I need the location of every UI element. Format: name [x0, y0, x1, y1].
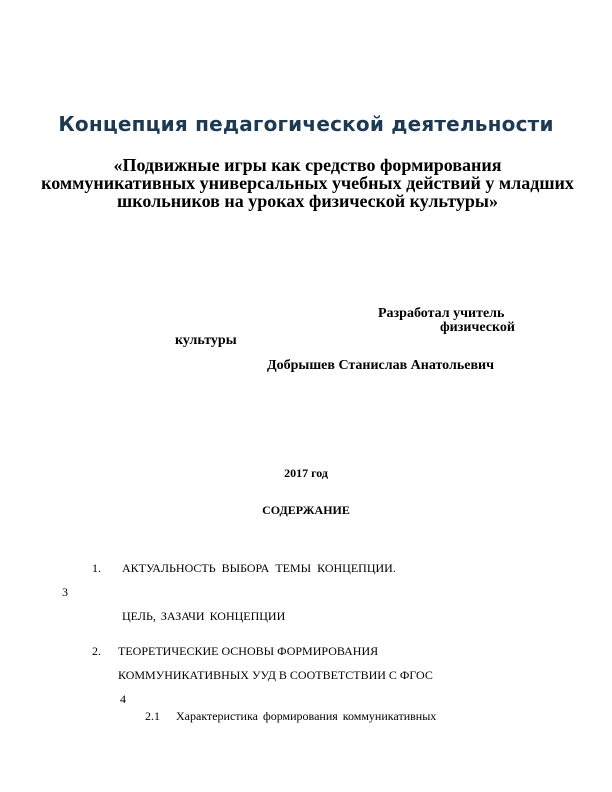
toc-item-1-subtext: ЦЕЛЬ, ЗАЗАЧИ КОНЦЕПЦИИ [122, 609, 286, 623]
document-year: 2017 год [284, 466, 328, 480]
toc-item-2-text-line2: КОММУНИКАТИВНЫХ УУД В СООТВЕТСТВИИ С ФГОС [118, 668, 433, 682]
toc-item-2-number: 2. [92, 644, 101, 658]
toc-item-1-text: АКТУАЛЬНОСТЬ ВЫБОРА ТЕМЫ КОНЦЕПЦИИ. [122, 561, 396, 575]
toc-item-1-page: 3 [62, 585, 68, 599]
toc-item-2-1-text: Характеристика формирования коммуникативных [176, 709, 437, 723]
author-role-line3: культуры [175, 333, 237, 348]
author-role-line1: Разработал учитель [378, 306, 505, 321]
author-name: Добрышев Станислав Анатольевич [267, 358, 494, 373]
toc-heading: СОДЕРЖАНИЕ [262, 503, 350, 517]
toc-item-2-text-line1: ТЕОРЕТИЧЕСКИЕ ОСНОВЫ ФОРМИРОВАНИЯ [118, 644, 379, 658]
document-title: Концепция педагогической деятельности [58, 112, 554, 136]
author-role-line2: физической [440, 320, 515, 335]
toc-item-2-page: 4 [120, 692, 126, 706]
document-subtitle: «Подвижные игры как средство формирования коммуникативных универсальных учебных действий у младших школьников на уроках физической культуры» [41, 155, 574, 211]
toc-item-1-number: 1. [92, 561, 101, 575]
toc-item-2-1-number: 2.1 [145, 709, 160, 723]
